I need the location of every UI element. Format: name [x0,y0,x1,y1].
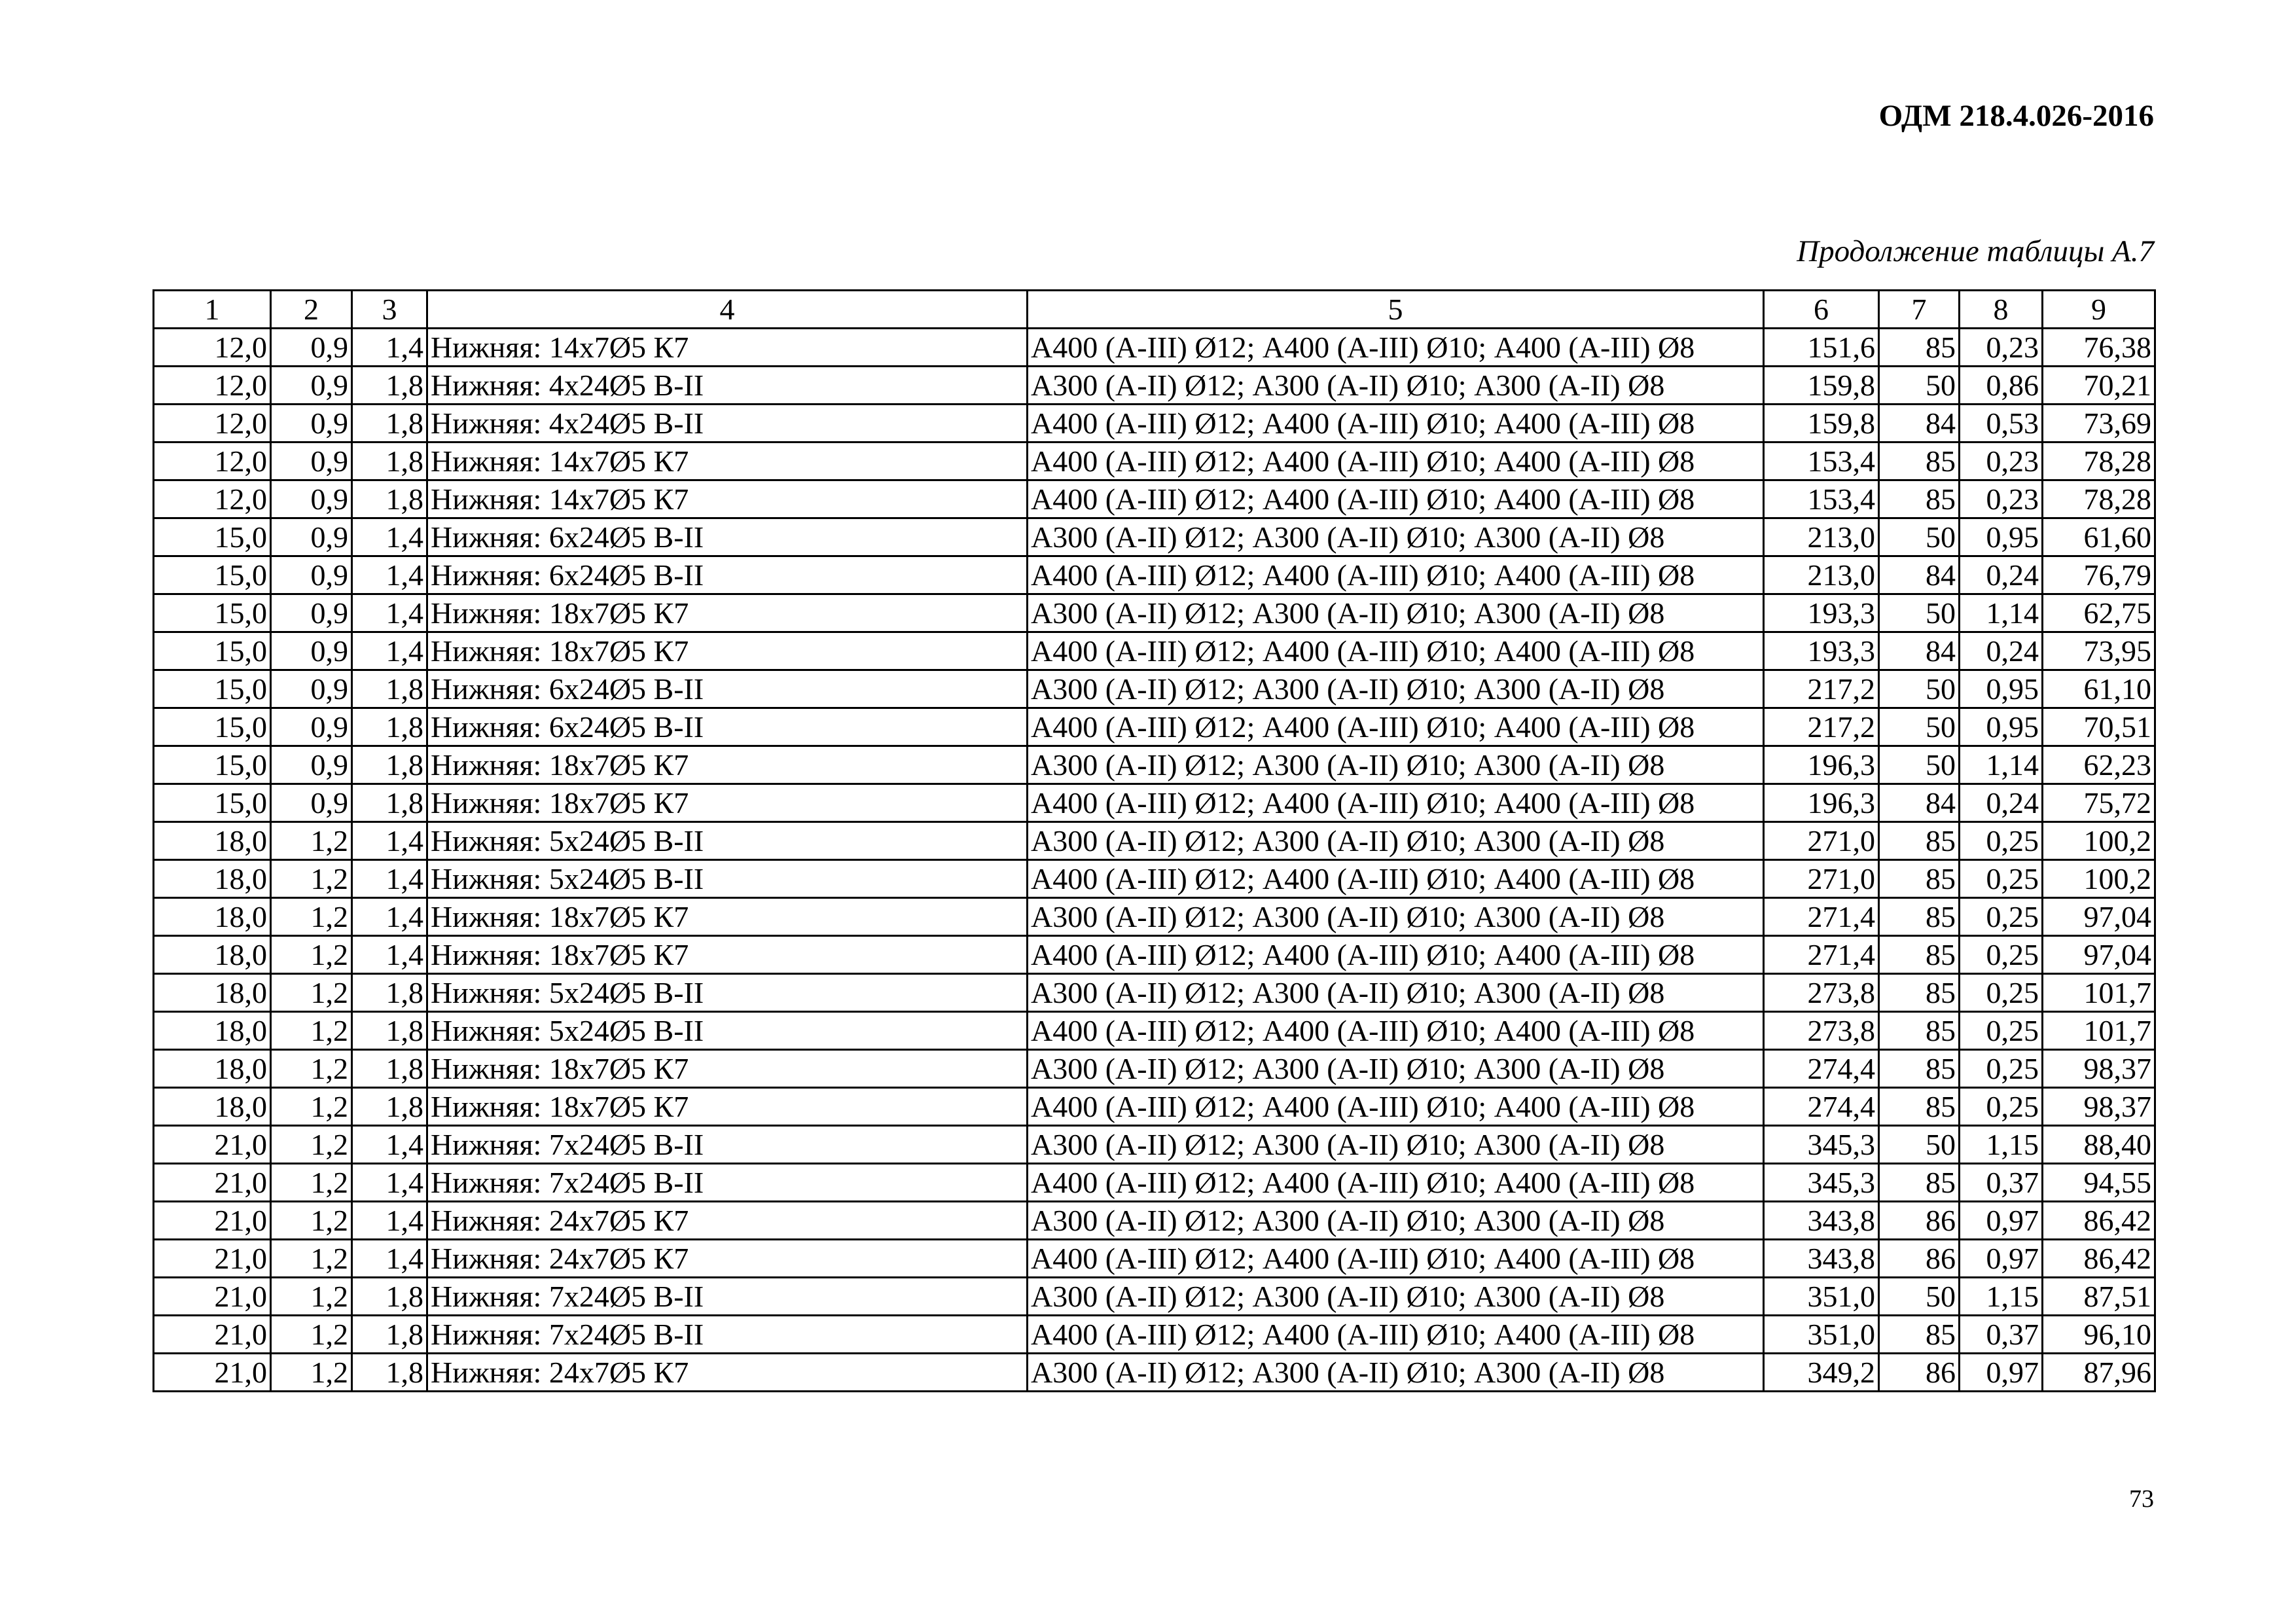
table-cell: 94,55 [2043,1164,2155,1202]
table-cell: 85 [1879,1012,1960,1050]
table-cell: 21,0 [154,1240,271,1278]
table-cell: 1,4 [352,1240,427,1278]
table-cell: 0,86 [1960,367,2043,405]
table-cell: Нижняя: 24х7Ø5 К7 [427,1240,1028,1278]
table-cell: 196,3 [1764,784,1879,822]
table-cell: 1,14 [1960,746,2043,784]
table-cell: 0,95 [1960,670,2043,708]
table-cell: 15,0 [154,784,271,822]
table-cell: 15,0 [154,708,271,746]
table-cell: 213,0 [1764,556,1879,594]
table-cell: 1,2 [271,1164,352,1202]
table-cell: 0,25 [1960,1012,2043,1050]
table-row [154,822,2155,860]
table-cell: 351,0 [1764,1278,1879,1316]
table-cell: 86 [1879,1354,1960,1392]
table-cell: 0,9 [271,632,352,670]
table-cell: 100,2 [2043,860,2155,898]
table-cell: А300 (А-II) Ø12; А300 (А-II) Ø10; А300 (А-II) Ø8 [1028,1202,1764,1240]
table-cell: 12,0 [154,480,271,518]
table-cell: 1,2 [271,1240,352,1278]
table-cell: 1,2 [271,1012,352,1050]
table-cell: 85 [1879,974,1960,1012]
table-cell: Нижняя: 6х24Ø5 В-II [427,518,1028,556]
table-cell: 153,4 [1764,442,1879,480]
header-row [154,291,2155,329]
table-cell: Нижняя: 18х7Ø5 К7 [427,1050,1028,1088]
table-cell: 271,4 [1764,936,1879,974]
table-cell: 18,0 [154,1050,271,1088]
table-cell: 1,8 [352,1088,427,1126]
table-cell: А400 (А-III) Ø12; А400 (А-III) Ø10; А400 (А-III) Ø8 [1028,1088,1764,1126]
table-cell: 21,0 [154,1126,271,1164]
column-header: 6 [1764,291,1879,329]
table-cell: А400 (А-III) Ø12; А400 (А-III) Ø10; А400 (А-III) Ø8 [1028,1316,1764,1354]
table-cell: 1,2 [271,1278,352,1316]
table-cell: А400 (А-III) Ø12; А400 (А-III) Ø10; А400 (А-III) Ø8 [1028,1164,1764,1202]
table-cell: Нижняя: 14х7Ø5 К7 [427,329,1028,367]
table-cell: 50 [1879,708,1960,746]
table-row [154,974,2155,1012]
table-cell: 15,0 [154,632,271,670]
table-cell: 85 [1879,1316,1960,1354]
table-cell: Нижняя: 7х24Ø5 В-II [427,1278,1028,1316]
table-cell: Нижняя: 5х24Ø5 В-II [427,822,1028,860]
table-cell: 85 [1879,329,1960,367]
table-cell: 18,0 [154,1088,271,1126]
table-cell: А300 (А-II) Ø12; А300 (А-II) Ø10; А300 (А-II) Ø8 [1028,822,1764,860]
table-cell: 75,72 [2043,784,2155,822]
table-cell: 21,0 [154,1316,271,1354]
table-cell: 84 [1879,556,1960,594]
table-cell: 1,2 [271,1354,352,1392]
table-cell: 1,4 [352,822,427,860]
table-cell: 0,25 [1960,936,2043,974]
table-row [154,442,2155,480]
column-header: 5 [1028,291,1764,329]
table-cell: 0,95 [1960,518,2043,556]
table-cell: Нижняя: 18х7Ø5 К7 [427,784,1028,822]
table-cell: Нижняя: 6х24Ø5 В-II [427,556,1028,594]
column-header: 2 [271,291,352,329]
table-cell: 1,4 [352,936,427,974]
table-cell: 0,53 [1960,405,2043,442]
table-cell: 0,24 [1960,556,2043,594]
table-cell: 0,97 [1960,1202,2043,1240]
table-cell: 15,0 [154,518,271,556]
table-cell: 85 [1879,480,1960,518]
table-row [154,1240,2155,1278]
table-cell: 0,9 [271,329,352,367]
table-cell: А400 (А-III) Ø12; А400 (А-III) Ø10; А400 (А-III) Ø8 [1028,405,1764,442]
table-cell: 97,04 [2043,936,2155,974]
table-row [154,329,2155,367]
table-cell: 0,23 [1960,442,2043,480]
table-cell: 193,3 [1764,632,1879,670]
table-row [154,1316,2155,1354]
table-cell: 61,60 [2043,518,2155,556]
table-cell: Нижняя: 14х7Ø5 К7 [427,480,1028,518]
table-cell: 15,0 [154,556,271,594]
table-cell: 151,6 [1764,329,1879,367]
table-cell: 0,37 [1960,1164,2043,1202]
table-row [154,594,2155,632]
table-cell: Нижняя: 6х24Ø5 В-II [427,670,1028,708]
table-cell: 1,8 [352,405,427,442]
table-cell: Нижняя: 4х24Ø5 В-II [427,367,1028,405]
table-cell: 21,0 [154,1202,271,1240]
table-cell: 18,0 [154,936,271,974]
table-cell: А400 (А-III) Ø12; А400 (А-III) Ø10; А400 (А-III) Ø8 [1028,480,1764,518]
table-cell: Нижняя: 18х7Ø5 К7 [427,1088,1028,1126]
table-cell: 0,9 [271,367,352,405]
table-row [154,556,2155,594]
table-cell: 1,4 [352,898,427,936]
table-cell: 351,0 [1764,1316,1879,1354]
table-cell: 70,21 [2043,367,2155,405]
table-row [154,480,2155,518]
table-row [154,1164,2155,1202]
table-cell: 1,8 [352,1354,427,1392]
table-cell: 50 [1879,1278,1960,1316]
table-cell: Нижняя: 18х7Ø5 К7 [427,936,1028,974]
table-cell: 62,23 [2043,746,2155,784]
table-cell: А300 (А-II) Ø12; А300 (А-II) Ø10; А300 (А-II) Ø8 [1028,974,1764,1012]
table-cell: 271,0 [1764,822,1879,860]
table-cell: Нижняя: 18х7Ø5 К7 [427,746,1028,784]
table-cell: Нижняя: 18х7Ø5 К7 [427,632,1028,670]
table-cell: 50 [1879,670,1960,708]
table-cell: Нижняя: 7х24Ø5 В-II [427,1164,1028,1202]
table-cell: 61,10 [2043,670,2155,708]
table-cell: 85 [1879,442,1960,480]
table-cell: 88,40 [2043,1126,2155,1164]
table-cell: 1,8 [352,708,427,746]
table-cell: 21,0 [154,1164,271,1202]
table-cell: 1,2 [271,1050,352,1088]
table-cell: 15,0 [154,746,271,784]
table-cell: 87,51 [2043,1278,2155,1316]
table-cell: Нижняя: 14х7Ø5 К7 [427,442,1028,480]
table-cell: А400 (А-III) Ø12; А400 (А-III) Ø10; А400 (А-III) Ø8 [1028,632,1764,670]
table-cell: 0,9 [271,670,352,708]
table-row [154,670,2155,708]
table-cell: 1,8 [352,670,427,708]
table-cell: 21,0 [154,1278,271,1316]
table-cell: 18,0 [154,860,271,898]
table-cell: 78,28 [2043,442,2155,480]
table-cell: 85 [1879,822,1960,860]
table-cell: А400 (А-III) Ø12; А400 (А-III) Ø10; А400 (А-III) Ø8 [1028,1012,1764,1050]
table-cell: 1,8 [352,1012,427,1050]
table-cell: 1,4 [352,1164,427,1202]
table-cell: 213,0 [1764,518,1879,556]
table-cell: 100,2 [2043,822,2155,860]
table-cell: 0,95 [1960,708,2043,746]
table-cell: Нижняя: 5х24Ø5 В-II [427,1012,1028,1050]
table-cell: 274,4 [1764,1088,1879,1126]
table-cell: 85 [1879,898,1960,936]
table-cell: 1,8 [352,442,427,480]
table-cell: 12,0 [154,442,271,480]
table-cell: 50 [1879,1126,1960,1164]
table-cell: 1,8 [352,480,427,518]
table-cell: Нижняя: 5х24Ø5 В-II [427,974,1028,1012]
column-header: 9 [2043,291,2155,329]
table-cell: 1,2 [271,936,352,974]
table-cell: 12,0 [154,329,271,367]
table-cell: 12,0 [154,367,271,405]
table-cell: 0,24 [1960,784,2043,822]
table-body [154,291,2155,1392]
table-cell: 84 [1879,632,1960,670]
table-cell: 85 [1879,936,1960,974]
table-row [154,1088,2155,1126]
table-cell: 101,7 [2043,1012,2155,1050]
table-cell: 85 [1879,1050,1960,1088]
column-header: 4 [427,291,1028,329]
table-row [154,1278,2155,1316]
table-cell: 273,8 [1764,974,1879,1012]
table-cell: А400 (А-III) Ø12; А400 (А-III) Ø10; А400 (А-III) Ø8 [1028,860,1764,898]
table-cell: 0,9 [271,784,352,822]
table-cell: А400 (А-III) Ø12; А400 (А-III) Ø10; А400 (А-III) Ø8 [1028,442,1764,480]
table-cell: Нижняя: 24х7Ø5 К7 [427,1354,1028,1392]
page-number: 73 [2129,1485,2154,1513]
table-cell: 1,14 [1960,594,2043,632]
table-row [154,936,2155,974]
column-header: 8 [1960,291,2043,329]
table-cell: 193,3 [1764,594,1879,632]
table-cell: 85 [1879,1088,1960,1126]
table-cell: 1,8 [352,1050,427,1088]
table-row [154,1126,2155,1164]
table-cell: 87,96 [2043,1354,2155,1392]
table-cell: 18,0 [154,1012,271,1050]
table-row [154,898,2155,936]
table-cell: 70,51 [2043,708,2155,746]
table-cell: 98,37 [2043,1050,2155,1088]
table-cell: 12,0 [154,405,271,442]
table-cell: 84 [1879,405,1960,442]
table-cell: 76,38 [2043,329,2155,367]
table-cell: 18,0 [154,898,271,936]
table-cell: 1,2 [271,974,352,1012]
table-cell: Нижняя: 24х7Ø5 К7 [427,1202,1028,1240]
table-cell: Нижняя: 18х7Ø5 К7 [427,594,1028,632]
document-code: ОДМ 218.4.026-2016 [1878,99,2154,133]
table-cell: Нижняя: 6х24Ø5 В-II [427,708,1028,746]
table-cell: 1,4 [352,594,427,632]
table-cell: А300 (А-II) Ø12; А300 (А-II) Ø10; А300 (А-II) Ø8 [1028,1354,1764,1392]
table-cell: 217,2 [1764,708,1879,746]
table-cell: 78,28 [2043,480,2155,518]
table-cell: 73,69 [2043,405,2155,442]
table-cell: 0,25 [1960,860,2043,898]
table-cell: 1,4 [352,1126,427,1164]
column-header: 1 [154,291,271,329]
table-cell: 343,8 [1764,1202,1879,1240]
table-cell: 217,2 [1764,670,1879,708]
table-cell: 0,9 [271,746,352,784]
table-cell: 345,3 [1764,1164,1879,1202]
table-cell: 86,42 [2043,1202,2155,1240]
table-cell: 1,2 [271,1202,352,1240]
table-row [154,860,2155,898]
table-row [154,1202,2155,1240]
table-cell: 0,9 [271,518,352,556]
table-cell: 1,4 [352,518,427,556]
table-cell: 0,23 [1960,480,2043,518]
table-cell: 271,4 [1764,898,1879,936]
table-row [154,784,2155,822]
table-cell: А400 (А-III) Ø12; А400 (А-III) Ø10; А400 (А-III) Ø8 [1028,329,1764,367]
table-row [154,405,2155,442]
table-cell: 101,7 [2043,974,2155,1012]
table-cell: А400 (А-III) Ø12; А400 (А-III) Ø10; А400 (А-III) Ø8 [1028,708,1764,746]
table-cell: 18,0 [154,974,271,1012]
table-cell: 1,2 [271,1316,352,1354]
table-cell: 273,8 [1764,1012,1879,1050]
table-cell: А300 (А-II) Ø12; А300 (А-II) Ø10; А300 (А-II) Ø8 [1028,1278,1764,1316]
table-cell: 1,2 [271,898,352,936]
table-cell: А300 (А-II) Ø12; А300 (А-II) Ø10; А300 (А-II) Ø8 [1028,1050,1764,1088]
column-header: 3 [352,291,427,329]
table-row [154,1050,2155,1088]
table-cell: 86,42 [2043,1240,2155,1278]
table-cell: 0,25 [1960,974,2043,1012]
table-cell: Нижняя: 4х24Ø5 В-II [427,405,1028,442]
table-cell: 274,4 [1764,1050,1879,1088]
table-caption: Продолжение таблицы А.7 [1797,234,2154,268]
table-cell: 50 [1879,518,1960,556]
table-cell: 1,8 [352,1316,427,1354]
table-cell: А300 (А-II) Ø12; А300 (А-II) Ø10; А300 (А-II) Ø8 [1028,594,1764,632]
table-cell: 0,37 [1960,1316,2043,1354]
table-cell: 0,25 [1960,1088,2043,1126]
table-cell: 86 [1879,1202,1960,1240]
table-cell: 159,8 [1764,405,1879,442]
table-cell: А400 (А-III) Ø12; А400 (А-III) Ø10; А400 (А-III) Ø8 [1028,1240,1764,1278]
table-cell: 0,9 [271,442,352,480]
table-cell: А300 (А-II) Ø12; А300 (А-II) Ø10; А300 (А-II) Ø8 [1028,367,1764,405]
table-cell: 196,3 [1764,746,1879,784]
table-cell: 1,8 [352,367,427,405]
table-cell: 1,8 [352,974,427,1012]
table-cell: 159,8 [1764,367,1879,405]
table-cell: 1,8 [352,746,427,784]
table-cell: 349,2 [1764,1354,1879,1392]
table-cell: А300 (А-II) Ø12; А300 (А-II) Ø10; А300 (А-II) Ø8 [1028,898,1764,936]
table-cell: А400 (А-III) Ø12; А400 (А-III) Ø10; А400 (А-III) Ø8 [1028,556,1764,594]
table-row [154,367,2155,405]
table-cell: 18,0 [154,822,271,860]
table-cell: 1,4 [352,632,427,670]
table-cell: 62,75 [2043,594,2155,632]
table-cell: Нижняя: 18х7Ø5 К7 [427,898,1028,936]
table-cell: 85 [1879,1164,1960,1202]
table-cell: 15,0 [154,670,271,708]
data-table [152,289,2156,1392]
table-cell: А300 (А-II) Ø12; А300 (А-II) Ø10; А300 (А-II) Ø8 [1028,746,1764,784]
table-cell: 97,04 [2043,898,2155,936]
table-cell: 1,4 [352,860,427,898]
table-cell: 1,8 [352,784,427,822]
table-cell: Нижняя: 7х24Ø5 В-II [427,1316,1028,1354]
table-cell: 0,9 [271,405,352,442]
table-cell: 0,9 [271,556,352,594]
table-cell: 0,9 [271,708,352,746]
table-cell: 15,0 [154,594,271,632]
table-cell: 1,2 [271,822,352,860]
table-cell: 1,4 [352,1202,427,1240]
table-cell: 0,25 [1960,898,2043,936]
table-cell: А300 (А-II) Ø12; А300 (А-II) Ø10; А300 (А-II) Ø8 [1028,670,1764,708]
table-cell: Нижняя: 5х24Ø5 В-II [427,860,1028,898]
table-cell: Нижняя: 7х24Ø5 В-II [427,1126,1028,1164]
table-cell: 0,97 [1960,1240,2043,1278]
table-cell: 0,24 [1960,632,2043,670]
table-cell: 73,95 [2043,632,2155,670]
table-cell: 0,9 [271,480,352,518]
table-row [154,632,2155,670]
table-row [154,746,2155,784]
table-cell: 50 [1879,367,1960,405]
table-row [154,708,2155,746]
table-cell: 1,8 [352,1278,427,1316]
table-cell: 1,2 [271,860,352,898]
table-cell: 84 [1879,784,1960,822]
table-cell: 153,4 [1764,480,1879,518]
table-cell: А300 (А-II) Ø12; А300 (А-II) Ø10; А300 (А-II) Ø8 [1028,518,1764,556]
table-cell: 76,79 [2043,556,2155,594]
table-cell: 0,25 [1960,1050,2043,1088]
table-cell: 271,0 [1764,860,1879,898]
table-cell: 50 [1879,594,1960,632]
table-cell: 0,9 [271,594,352,632]
table-cell: 1,15 [1960,1126,2043,1164]
table-cell: 1,2 [271,1088,352,1126]
table-cell: 50 [1879,746,1960,784]
table-cell: 1,4 [352,556,427,594]
table-row [154,518,2155,556]
table-cell: А400 (А-III) Ø12; А400 (А-III) Ø10; А400 (А-III) Ø8 [1028,784,1764,822]
table-cell: 98,37 [2043,1088,2155,1126]
table-cell: 1,15 [1960,1278,2043,1316]
table-cell: 0,23 [1960,329,2043,367]
table-cell: А300 (А-II) Ø12; А300 (А-II) Ø10; А300 (А-II) Ø8 [1028,1126,1764,1164]
table-cell: 85 [1879,860,1960,898]
table-cell: 1,2 [271,1126,352,1164]
table-cell: 0,97 [1960,1354,2043,1392]
table-cell: 343,8 [1764,1240,1879,1278]
table-row [154,1012,2155,1050]
table-row [154,1354,2155,1392]
table-cell: 86 [1879,1240,1960,1278]
table-cell: А400 (А-III) Ø12; А400 (А-III) Ø10; А400 (А-III) Ø8 [1028,936,1764,974]
table-cell: 21,0 [154,1354,271,1392]
column-header: 7 [1879,291,1960,329]
table-cell: 1,4 [352,329,427,367]
table-cell: 96,10 [2043,1316,2155,1354]
table-cell: 0,25 [1960,822,2043,860]
table-cell: 345,3 [1764,1126,1879,1164]
